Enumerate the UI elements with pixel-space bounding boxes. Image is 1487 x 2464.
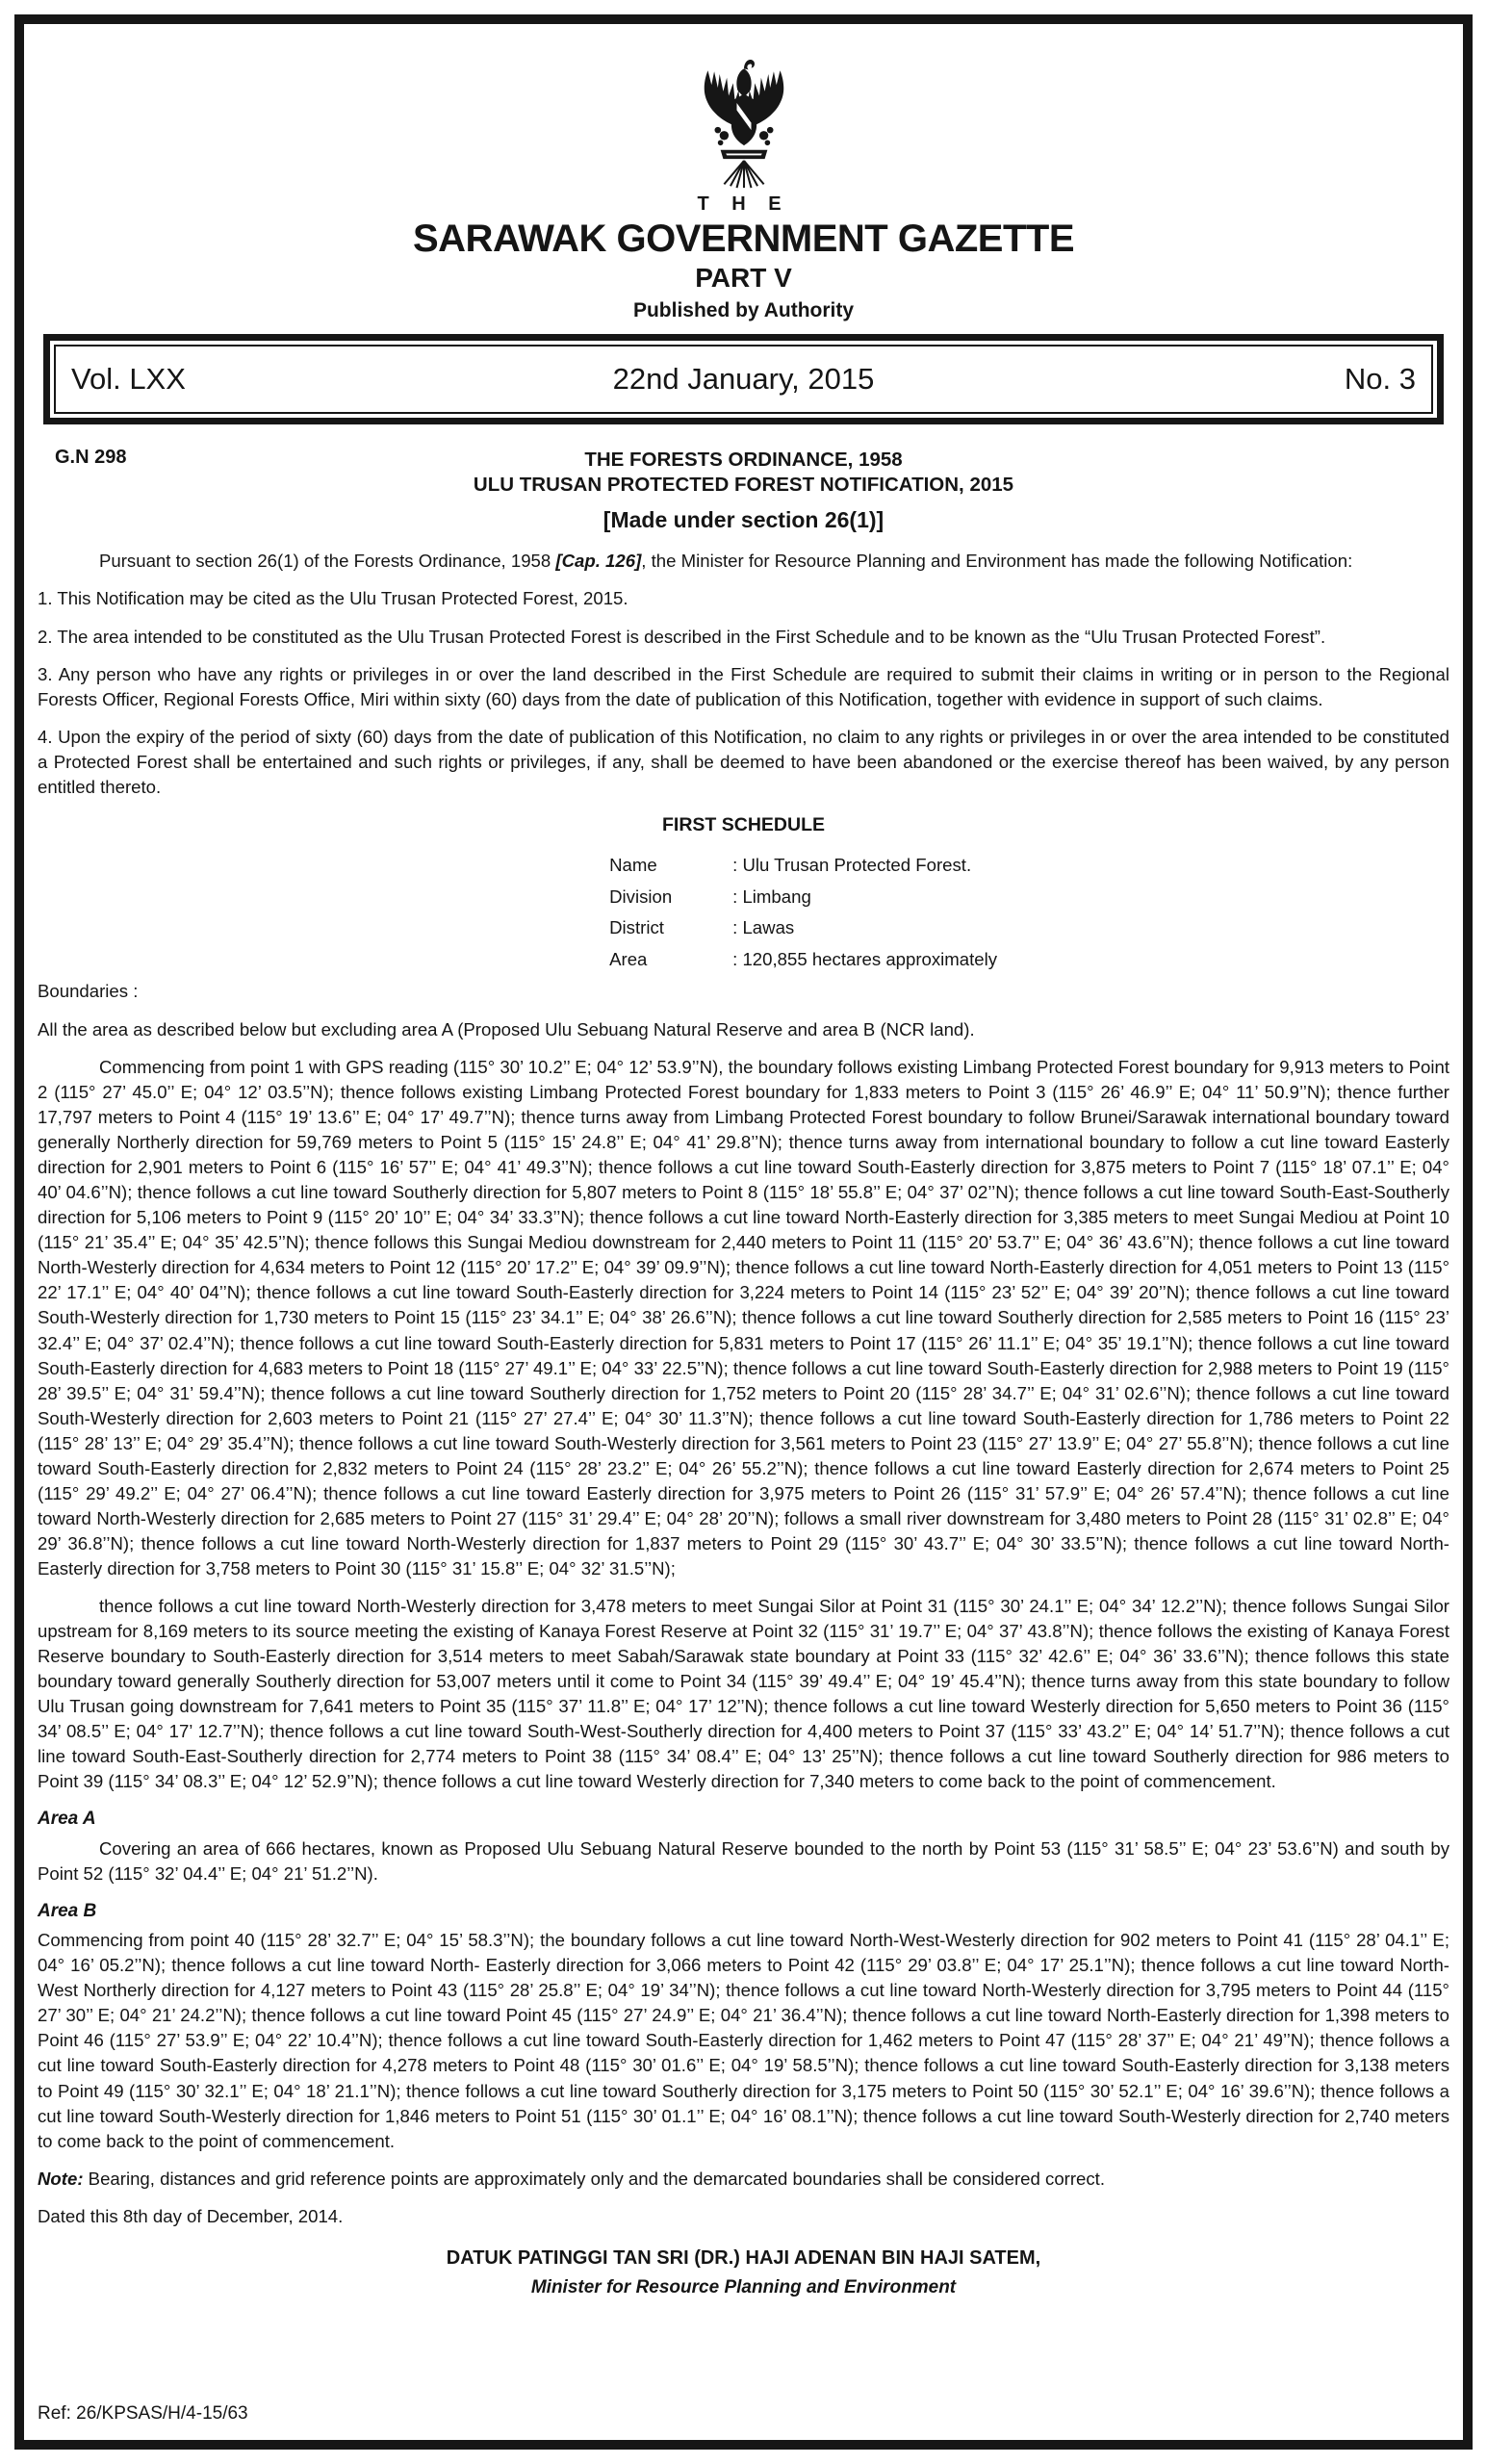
signature-block xyxy=(38,2245,1449,2301)
schedule-row-area xyxy=(609,944,1449,976)
field-value: : Limbang xyxy=(732,886,811,907)
area-b-description: Commencing from point 40 (115° 28’ 32.7’’ E; 04° 15’ 58.3’’N); the boundary follows a cut line toward North-West-Westerly direction for 902 meters to Point 41 (115° 28’ 04.1’’ E; 04° 16’ 05.2’’N); thence follows a cut line toward North- Easterly direction for 3,066 meters to Point 42 (115° 29’ 03.8’’ E; 04° 17’ 25.1’’N); thence follows a cut line toward North-West Northerly direction for 4,127 meters to Point 43 (115° 28’ 25.8’’ E; 04° 19’ 34’’N); thence follows a cut line toward North-Westerly direction for 3,795 meters to Point 44 (115° 27’ 30’’ E; 04° 21’ 24.2’’N); thence follows a cut line toward Point 45 (115° 27’ 24.9’’ E; 04° 21’ 36.4’’N); thence follows a cut line toward North-Easterly direction for 1,398 meters to Point 46 (115° 27’ 53.9’’ E; 04° 22’ 10.4’’N); thence follows a cut line toward South-Easterly direction for 1,462 meters to Point 47 (115° 28’ 37’’ E; 04° 21’ 49’’N); thence follows a cut line toward South-Easterly direction for 4,278 meters to Point 48 (115° 30’ 01.6’’ E; 04° 19’ 58.5’’N); thence follows a cut line toward South-Easterly direction for 3,138 meters to Point 49 (115° 30’ 32.1’’ E; 04° 18’ 21.1’’N); thence follows a cut line toward Southerly direction for 3,175 meters to Point 50 (115° 30’ 52.1’’ E; 04° 16’ 39.6’’N); thence follows a cut line toward South-Westerly direction for 1,846 meters to Point 51 (115° 30’ 01.1’’ E; 04° 16’ 08.1’’N); thence follows a cut line toward South-Westerly direction for 2,740 meters to come back to the point of commencement. xyxy=(38,1930,1449,2151)
schedule-row-district xyxy=(609,912,1449,944)
field-label: Area xyxy=(609,948,648,969)
field-label: District xyxy=(609,917,664,938)
page-frame xyxy=(14,14,1473,2450)
boundaries-label: Boundaries : xyxy=(38,981,139,1002)
sarawak-crest-icon xyxy=(672,45,816,190)
note-label: Note: xyxy=(38,2168,84,2189)
issue-bar-inner xyxy=(54,345,1433,414)
pursuant-text-after: , the Minister for Resource Planning and Environment has made the following Notification: xyxy=(641,551,1353,572)
masthead-title: SARAWAK GOVERNMENT GAZETTE xyxy=(412,218,1075,260)
schedule-row-division xyxy=(609,882,1449,913)
boundary-description-2: thence follows a cut line toward North-Westerly direction for 3,478 meters to meet Sungai Silor at Point 31 (115° 30’ 24.1’’ E; 04° 34’ 12.2’’N); thence follows Sungai Silor upstream for 8,169 meters to its source meeting the existing of Kanaya Forest Reserve at Point 32 (115° 31’ 19.7’’ E; 04° 37’ 43.8’’N); thence follows the existing of Kanaya Forest Reserve boundary to South-Easterly direction for 3,514 meters to meet Sabah/Sarawak state boundary at Point 33 (115° 32’ 42.6’’ E; 04° 36’ 33.6’’N); thence follows this state boundary toward generally Southerly direction for 53,007 meters until it come to Point 34 (115° 39’ 49.4’’ E; 04° 19’ 45.4’’N); thence turns away from this state boundary to follow Ulu Trusan going downstream for 7,641 meters to Point 35 (115° 37’ 11.8’’ E; 04° 17’ 12’’N); thence follows a cut line toward Westerly direction for 5,650 meters to Point 36 (115° 34’ 08.5’’ E; 04° 17’ 12.7’’N); thence follows a cut line toward South-West-Southerly direction for 4,400 meters to Point 37 (115° 33’ 43.2’’ E; 04° 14’ 51.7’’N); thence follows a cut line toward South-East-Southerly direction for 2,774 meters to Point 38 (115° 34’ 08.4’’ E; 04° 13’ 25’’N); thence follows a cut line toward Southerly direction for 986 meters to Point 39 (115° 34’ 08.3’’ E; 04° 12’ 52.9’’N); thence follows a cut line toward Westerly direction for 7,340 meters to come back to the point of commencement. xyxy=(38,1595,1449,1792)
pursuant-paragraph xyxy=(38,549,1449,574)
masthead-the: T H E xyxy=(697,193,790,215)
minister-title: Minister for Resource Planning and Environment xyxy=(530,2276,957,2297)
gazette-notice-number: G.N 298 xyxy=(55,447,127,468)
masthead-part: PART V xyxy=(695,263,792,293)
note-paragraph xyxy=(38,2167,1449,2192)
cap-reference: [Cap. 126] xyxy=(555,551,642,572)
boundary-description-1: Commencing from point 1 with GPS reading (115° 30’ 10.2’’ E; 04° 12’ 53.9’’N), the boundary follows existing Limbang Protected Forest boundary for 9,913 meters to Point 2 (115° 27’ 45.0’’ E; 04° 12’ 03.5’’N); thence follows existing Limbang Protected Forest boundary for 1,833 meters to Point 3 (115° 26’ 46.9’’ E; 04° 11’ 50.9’’N); thence further 17,797 meters to Point 4 (115° 19’ 13.6’’ E; 04° 17’ 49.7’’N); thence turns away from Limbang Protected Forest boundary to follow Brunei/Sarawak international boundary toward generally Northerly direction for 59,769 meters to Point 5 (115° 15’ 24.8’’ E; 04° 41’ 29.8’’N); thence turns away from international boundary to follow a cut line toward Easterly direction for 2,901 meters to Point 6 (115° 16’ 57’’ E; 04° 41’ 49.3’’N); thence follows a cut line toward South-Easterly direction for 3,875 meters to Point 7 (115° 18’ 07.1’’ E; 04° 40’ 04.6’’N); thence follows a cut line toward Southerly direction for 5,807 meters to Point 8 (115° 18’ 55.8’’ E; 04° 37’ 02’’N); thence follows a cut line toward South-East-Southerly direction for 5,106 meters to Point 9 (115° 20’ 10’’ E; 04° 34’ 33.3’’N); thence follows a cut line toward North-Easterly direction for 3,385 meters to meet Sungai Mediou at Point 10 (115° 21’ 35.4’’ E; 04° 35’ 42.5’’N); thence follows this Sungai Mediou downstream for 2,440 meters to Point 11 (115° 20’ 53.7’’ E; 04° 36’ 43.6’’N); thence follows a cut line toward North-Westerly direction for 4,634 meters to Point 12 (115° 20’ 17.2’’ E; 04° 39’ 09.9’’N); thence follows a cut line toward North-Easterly direction for 4,051 meters to Point 13 (115° 22’ 17.1’’ E; 04° 40’ 04’’N); thence follows a cut line toward South-Easterly direction for 3,224 meters to Point 14 (115° 23’ 52’’ E; 04° 39’ 20’’N); thence follows a cut line toward South-Westerly direction for 1,730 meters to Point 15 (115° 23’ 34.1’’ E; 04° 38’ 26.6’’N); thence follows a cut line toward Southerly direction for 2,585 meters to Point 16 (115° 23’ 32.4’’ E; 04° 37’ 02.4’’N); thence follows a cut line toward South-Easterly direction for 5,831 meters to Point 17 (115° 26’ 11.1’’ E; 04° 35’ 19.1’’N); thence follows a cut line toward South-Easterly direction for 4,683 meters to Point 18 (115° 27’ 49.1’’ E; 04° 33’ 22.5’’N); thence follows a cut line toward South-Easterly direction for 2,988 meters to Point 19 (115° 28’ 39.5’’ E; 04° 31’ 59.4’’N); thence follows a cut line toward Southerly direction for 1,752 meters to Point 20 (115° 28’ 34.7’’ E; 04° 31’ 02.6’’N); thence follows a cut line toward South-Westerly direction for 2,603 meters to Point 21 (115° 27’ 27.4’’ E; 04° 30’ 11.3’’N); thence follows a cut line toward South-Easterly direction for 1,786 meters to Point 22 (115° 28’ 13’’ E; 04° 29’ 35.4’’N); thence follows a cut line toward South-Westerly direction for 3,561 meters to Point 23 (115° 27’ 13.9’’ E; 04° 27’ 55.8’’N); thence follows a cut line toward South-Easterly direction for 2,832 meters to Point 24 (115° 28’ 23.2’’ E; 04° 26’ 55.2’’N); thence follows a cut line toward Easterly direction for 2,674 meters to Point 25 (115° 29’ 49.2’’ E; 04° 27’ 06.4’’N); thence follows a cut line toward Easterly direction for 3,975 meters to Point 26 (115° 31’ 57.9’’ E; 04° 26’ 57.4’’N); thence follows a cut line toward North-Westerly direction for 2,685 meters to Point 27 (115° 31’ 29.4’’ E; 04° 28’ 20’’N); follows a small river downstream for 3,480 meters to Point 28 (115° 31’ 02.8’’ E; 04° 29’ 36.8’’N); thence follows a cut line toward North-Westerly direction for 1,837 meters to Point 29 (115° 30’ 43.7’’ E; 04° 30’ 33.5’’N); thence follows a cut line toward North-Easterly direction for 3,758 meters to Point 30 (115° 31’ 15.8’’ E; 04° 32’ 31.5’’N); xyxy=(38,1057,1449,1578)
area-a-heading: Area A xyxy=(38,1809,96,1830)
clause-3: 3. Any person who have any rights or privileges in or over the land described in the First Schedule are required to submit their claims in writing or in person to the Regional Forests Officer, Regional Forests Office, Miri within sixty (60) days from the date of publication of this Notification, together with evidence in support of such claims. xyxy=(38,663,1449,709)
title-line-2: ULU TRUSAN PROTECTED FOREST NOTIFICATION, 2015 xyxy=(473,473,1014,496)
schedule-row-name xyxy=(609,850,1449,882)
area-a-description: Covering an area of 666 hectares, known as Proposed Ulu Sebuang Natural Reserve bounded to the north by Point 53 (115° 31’ 58.5’’ E; 04° 23’ 53.6’’N) and south by Point 52 (115° 32’ 04.4’’ E; 04° 21’ 51.2’’N). xyxy=(38,1837,1449,1884)
issue-bar xyxy=(43,334,1444,424)
field-value: : 120,855 hectares approximately xyxy=(732,948,998,969)
title-line-1: THE FORESTS ORDINANCE, 1958 xyxy=(584,449,903,471)
masthead xyxy=(38,32,1449,322)
first-schedule-heading: FIRST SCHEDULE xyxy=(661,813,825,835)
field-label: Name xyxy=(609,854,657,875)
issue-number: No. 3 xyxy=(1344,362,1416,396)
issue-date: 22nd January, 2015 xyxy=(612,362,875,396)
notice-body xyxy=(38,438,1449,2300)
schedule-fields xyxy=(609,850,1449,975)
reference-number: Ref: 26/KPSAS/H/4-15/63 xyxy=(38,2403,248,2424)
note-text: Bearing, distances and grid reference points are approximately only and the demarcated boundaries shall be considered correct. xyxy=(83,2168,1106,2189)
dated-line: Dated this 8th day of December, 2014. xyxy=(38,2205,344,2226)
field-label: Division xyxy=(609,886,673,907)
volume-label: Vol. LXX xyxy=(71,362,186,396)
made-under-section: [Made under section 26(1)] xyxy=(602,507,885,533)
field-value: : Ulu Trusan Protected Forest. xyxy=(732,854,972,875)
pursuant-text-before: Pursuant to section 26(1) of the Forests Ordinance, 1958 xyxy=(99,551,556,572)
field-value: : Lawas xyxy=(732,917,795,938)
area-b-heading: Area B xyxy=(38,1900,97,1921)
clause-2: 2. The area intended to be constituted as the Ulu Trusan Protected Forest is described in the First Schedule and to be known as the “Ulu Trusan Protected Forest”. xyxy=(38,626,1326,647)
ordinance-title xyxy=(38,448,1449,497)
masthead-published-by: Published by Authority xyxy=(632,299,855,321)
clause-4: 4. Upon the expiry of the period of sixty (60) days from the date of publication of this Notification, no claim to any rights or privileges in or over the area intended to be constituted a Protected Forest shall be entertained and such rights or privileges, if any, shall be deemed to have been abandoned or the exercise thereof has been waived, by any person entitled thereto. xyxy=(38,726,1449,797)
boundaries-intro: All the area as described below but excluding area A (Proposed Ulu Sebuang Natural Reserve and area B (NCR land). xyxy=(38,1019,975,1040)
clause-1: 1. This Notification may be cited as the Ulu Trusan Protected Forest, 2015. xyxy=(38,588,628,609)
minister-name: DATUK PATINGGI TAN SRI (DR.) HAJI ADENAN BIN HAJI SATEM, xyxy=(446,2246,1041,2269)
